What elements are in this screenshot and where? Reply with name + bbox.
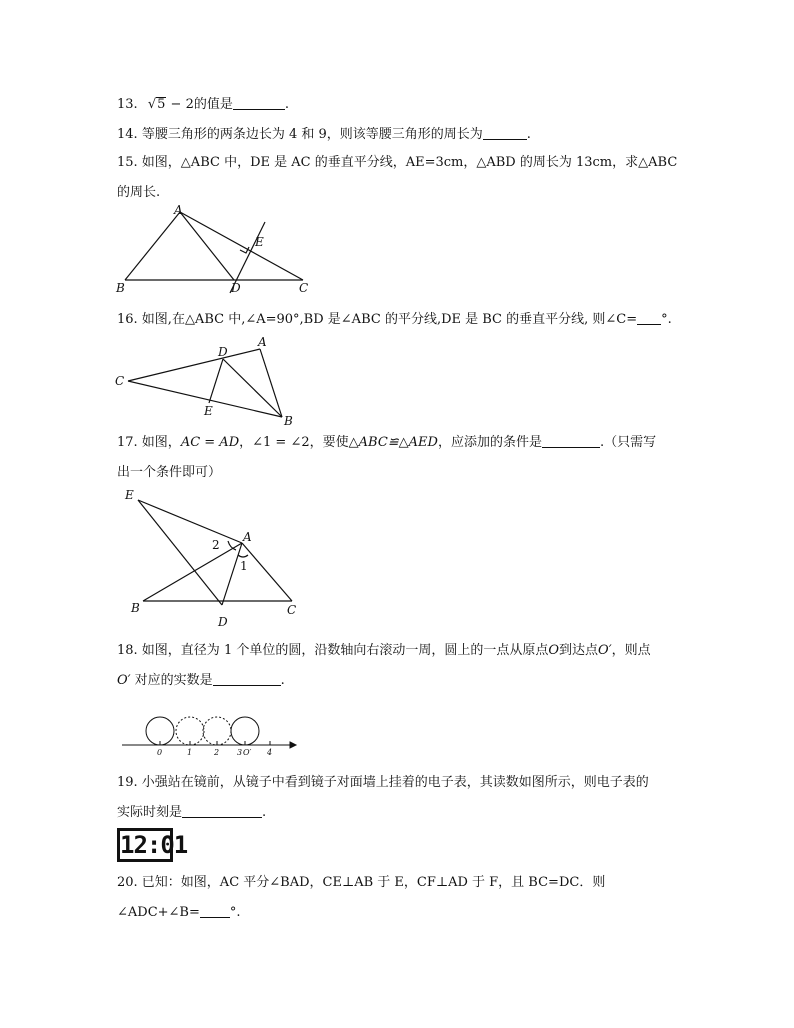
question-text: 实际时刻是 [117, 805, 183, 820]
question-text: ，要使 [309, 435, 349, 450]
punct: ， [239, 435, 253, 450]
answer-blank[interactable] [637, 310, 661, 325]
question-17 [117, 428, 656, 488]
question-number: 14. [117, 127, 138, 142]
question-text-line2: 的周长. [117, 185, 161, 200]
question-text: 的值是 [193, 97, 233, 112]
answer-blank[interactable] [233, 95, 285, 110]
question-16 [117, 305, 672, 335]
punct: . [262, 805, 267, 820]
point-o-prime: O′ [598, 643, 612, 658]
question-text: ，应添加的条件是 [437, 435, 542, 450]
question-20 [117, 868, 605, 928]
angle-label-2: 2 [212, 538, 220, 552]
answer-blank[interactable] [213, 671, 281, 686]
question-text-line1: 15. 如图，△ABC 中，DE 是 AC 的垂直平分线，AE=3cm，△ABD 的周长为 13cm，求△ABC [117, 155, 678, 170]
question-number: 13. [117, 97, 138, 112]
punct: °. [661, 312, 672, 327]
label-C: C [299, 281, 309, 295]
question-text: 17. 如图， [117, 435, 181, 450]
label-A: A [258, 335, 267, 349]
question-14 [117, 120, 531, 150]
answer-blank[interactable] [200, 903, 230, 918]
question-text: .（只需写 [599, 435, 657, 450]
label-B: B [131, 601, 140, 615]
question-text: 对应的实数是 [134, 673, 213, 688]
point-o-prime: O′ [117, 673, 131, 688]
math-expression: − 2 [170, 97, 194, 112]
tick-3: 3 [237, 748, 243, 757]
answer-blank[interactable] [542, 433, 600, 448]
label-E: E [255, 235, 264, 249]
label-D: D [218, 615, 228, 629]
tick-o-prime: O′ [243, 748, 252, 757]
tick-0: 0 [157, 748, 163, 757]
digital-clock-display: 12:01 [117, 828, 173, 862]
label-D: D [218, 345, 228, 359]
tick-4: 4 [267, 748, 273, 757]
punct: . [526, 127, 531, 142]
congruence: △ABC≌△AED [348, 435, 438, 450]
sqrt-expression: √5 [147, 97, 166, 112]
tick-1: 1 [187, 748, 193, 757]
condition-angles: ∠1 = ∠2 [252, 435, 310, 450]
label-C: C [287, 603, 297, 617]
label-A: A [243, 530, 252, 544]
question-text-line1: 19. 小强站在镜前，从镜子中看到镜子对面墙上挂着的电子表，其读数如图所示，则电子表的 [117, 775, 649, 790]
punct: °. [229, 905, 241, 920]
question-18 [117, 636, 651, 696]
label-C: C [115, 374, 125, 388]
question-13 [117, 90, 289, 120]
label-B: B [116, 281, 125, 295]
question-text: 等腰三角形的两条边长为 4 和 9，则该等腰三角形的周长为 [141, 127, 483, 142]
question-text: 16. 如图,在△ABC 中,∠A=90°,BD 是∠ABC 的平分线,DE 是 BC 的垂直平分线, 则∠C= [117, 312, 638, 327]
question-text: 18. 如图，直径为 1 个单位的圆，沿数轴向右滚动一周，圆上的一点从原点 [117, 643, 549, 658]
condition-ac-ad: AC = AD [180, 435, 240, 450]
label-E: E [125, 488, 134, 502]
punct: . [280, 673, 285, 688]
question-text: 到达点 [559, 643, 599, 658]
answer-blank[interactable] [483, 125, 527, 140]
angle-label-1: 1 [240, 559, 248, 573]
question-text: ∠ADC+∠B= [117, 905, 200, 920]
point-o: O [548, 643, 560, 658]
label-E: E [204, 404, 213, 418]
answer-blank[interactable] [182, 803, 262, 818]
label-A: A [174, 203, 183, 217]
question-text-line1: 20. 已知：如图，AC 平分∠BAD，CE⊥AB 于 E，CF⊥AD 于 F，且 BC=DC．则 [117, 875, 606, 890]
punct: . [284, 97, 289, 112]
question-15 [117, 148, 677, 208]
question-19 [117, 768, 649, 828]
question-text: ，则点 [611, 643, 651, 658]
tick-2: 2 [214, 748, 220, 757]
label-B: B [284, 414, 293, 428]
question-text-line2: 出一个条件即可） [117, 465, 222, 480]
label-D: D [231, 281, 241, 295]
